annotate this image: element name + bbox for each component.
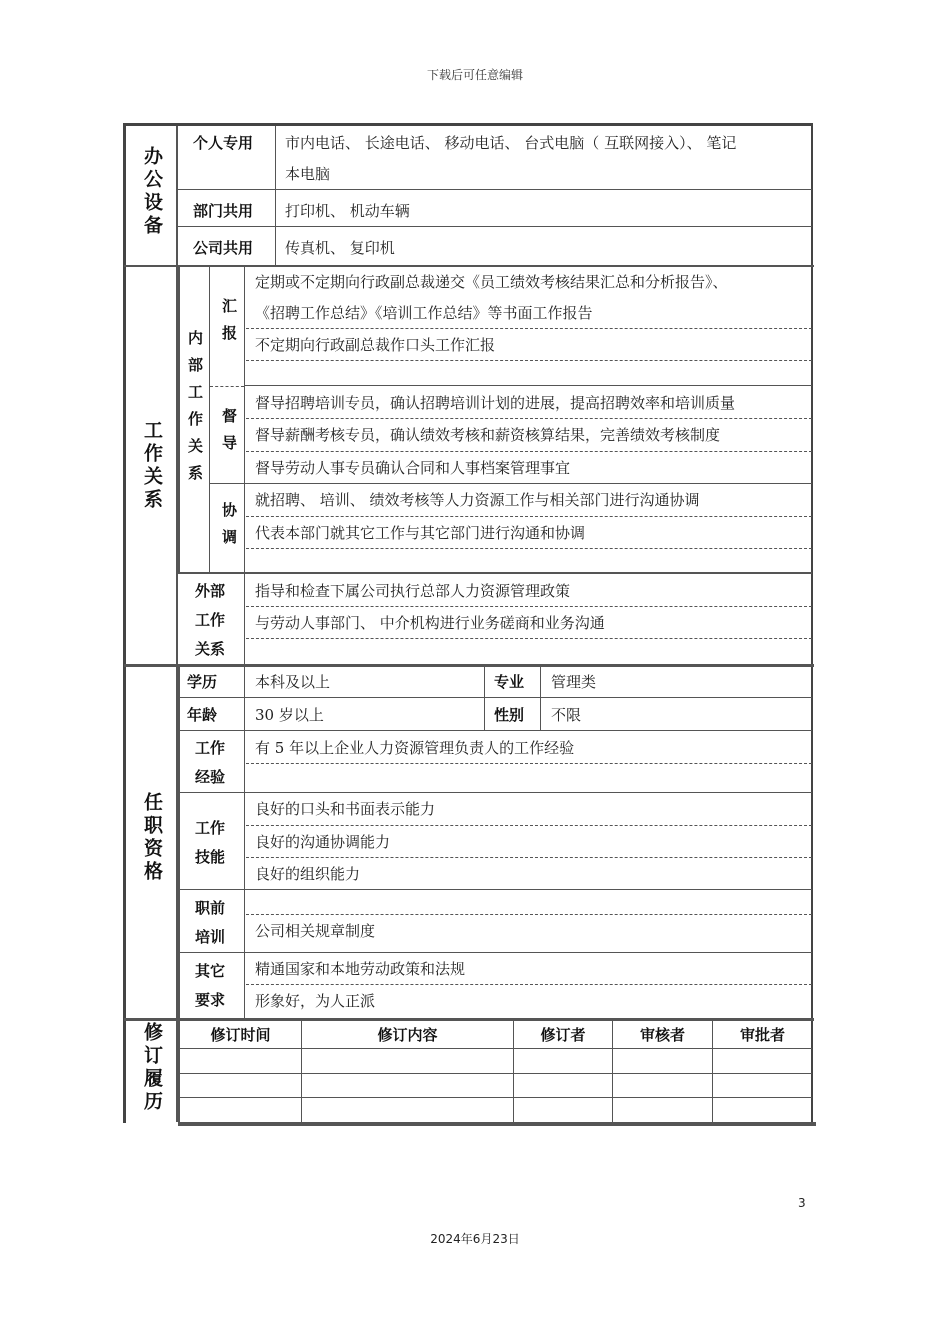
work-label-divider	[244, 267, 245, 664]
dashed-divider	[246, 638, 812, 639]
experience-line1: 有 5 年以上企业人力资源管理负责人的工作经验	[255, 739, 575, 757]
inner-border	[178, 667, 180, 1021]
row-divider	[180, 1048, 812, 1049]
cell-divider	[540, 667, 541, 730]
other-line1: 精通国家和本地劳动政策和法规	[255, 960, 466, 978]
office-label-company: 公司共用	[193, 239, 254, 257]
row-divider	[180, 1073, 812, 1074]
report-line2: 《招聘工作总结》《培训工作总结》等书面工作报告	[255, 304, 593, 322]
section-work-relations: 工作关系	[141, 420, 163, 512]
external-label-1: 外部	[195, 582, 226, 600]
row-divider	[180, 952, 812, 953]
dashed-divider	[246, 825, 812, 826]
row-divider	[180, 730, 812, 731]
section-divider	[124, 265, 814, 267]
office-label-divider	[275, 126, 276, 266]
age-value: 30 岁以上	[255, 706, 324, 724]
row-divider	[178, 189, 812, 190]
coordinate-line2: 代表本部门就其它工作与其它部门进行沟通和协调	[255, 524, 586, 542]
gender-label: 性别	[494, 706, 525, 724]
other-label-2: 要求	[195, 991, 226, 1009]
supervise-line2: 督导薪酬考核专员，确认绩效考核和薪资核算结果，完善绩效考核制度	[255, 426, 721, 444]
dashed-divider	[246, 418, 812, 419]
training-label-1: 职前	[195, 899, 226, 917]
dashed-divider	[246, 914, 812, 915]
training-label-2: 培训	[195, 928, 226, 946]
qual-label-divider	[244, 667, 245, 1021]
gender-value: 不限	[551, 706, 582, 724]
row-divider	[178, 226, 812, 227]
other-line2: 形象好，为人正派	[255, 992, 376, 1010]
supervise-line1: 督导招聘培训专员，确认招聘培训计划的进展，提高招聘效率和培训质量	[255, 394, 736, 412]
row-divider	[245, 385, 812, 386]
row-divider	[180, 697, 812, 698]
office-personal-line2: 本电脑	[285, 165, 331, 183]
external-label-2: 工作	[195, 611, 226, 629]
revision-header-content: 修订内容	[377, 1026, 438, 1044]
row-divider	[180, 792, 812, 793]
dashed-divider	[246, 606, 812, 607]
major-label: 专业	[494, 673, 525, 691]
internal-relations-label: 内部工作关系	[186, 330, 204, 492]
dashed-divider	[246, 984, 812, 985]
supervise-line3: 督导劳动人事专员确认合同和人事档案管理事宜	[255, 459, 571, 477]
office-department-text: 打印机、 机动车辆	[285, 202, 410, 220]
row-divider	[210, 483, 812, 484]
report-line3: 不定期向行政副总裁作口头工作汇报	[255, 336, 496, 354]
section-divider	[124, 1018, 814, 1021]
row-divider	[180, 889, 812, 890]
internal-label-divider	[209, 267, 210, 572]
dashed-divider	[246, 451, 812, 452]
section-qualification: 任职资格	[141, 792, 163, 884]
dashed-divider	[246, 548, 812, 549]
external-line1: 指导和检查下属公司执行总部人力资源管理政策	[255, 582, 571, 600]
experience-label-2: 经验	[195, 768, 226, 786]
page-header: 下载后可任意编辑	[426, 68, 523, 82]
education-label: 学历	[187, 673, 218, 691]
revision-header-reviewer: 审核者	[639, 1026, 685, 1044]
external-line2: 与劳动人事部门、 中介机构进行业务磋商和业务沟通	[255, 614, 605, 632]
education-value: 本科及以上	[255, 673, 331, 691]
other-label-1: 其它	[195, 962, 226, 980]
revision-header-approver: 审批者	[739, 1026, 785, 1044]
section-revision-history: 修订履历	[141, 1022, 163, 1114]
major-value: 管理类	[551, 673, 597, 691]
revision-header-time: 修订时间	[210, 1026, 271, 1044]
section-divider	[124, 664, 814, 667]
experience-label-1: 工作	[195, 739, 226, 757]
coordinate-label: 协调	[220, 502, 238, 556]
training-line1: 公司相关规章制度	[255, 922, 376, 940]
skills-label-2: 技能	[195, 848, 226, 866]
office-label-department: 部门共用	[193, 202, 254, 220]
dashed-divider	[246, 857, 812, 858]
skills-line1: 良好的口头和书面表示能力	[255, 800, 436, 818]
dashed-divider	[246, 763, 812, 764]
dashed-divider	[246, 516, 812, 517]
dashed-divider	[246, 360, 812, 361]
inner-border	[178, 267, 180, 572]
external-label-3: 关系	[195, 640, 226, 658]
section-office-equipment: 办公设备	[141, 146, 163, 238]
dashed-divider	[210, 386, 244, 387]
office-personal-line1: 市内电话、 长途电话、 移动电话、 台式电脑（ 互联网接入）、 笔记	[285, 134, 737, 152]
revision-header-reviser: 修订者	[540, 1026, 586, 1044]
report-line1: 定期或不定期向行政副总裁递交《员工绩效考核结果汇总和分析报告》、	[255, 273, 728, 291]
row-divider	[180, 1097, 812, 1098]
skills-label-1: 工作	[195, 819, 226, 837]
supervise-label: 督导	[220, 408, 238, 462]
report-label: 汇报	[220, 298, 238, 352]
cell-divider	[484, 667, 485, 730]
age-label: 年龄	[187, 706, 218, 724]
footer-date: 2024年6月23日	[430, 1232, 520, 1246]
office-label-personal: 个人专用	[193, 134, 254, 152]
office-company-text: 传真机、 复印机	[285, 239, 395, 257]
skills-line3: 良好的组织能力	[255, 865, 361, 883]
coordinate-line1: 就招聘、 培训、 绩效考核等人力资源工作与相关部门进行沟通协调	[255, 491, 700, 509]
dashed-divider	[246, 328, 812, 329]
row-divider	[178, 572, 812, 574]
skills-line2: 良好的沟通协调能力	[255, 833, 391, 851]
page-number: 3	[798, 1196, 806, 1210]
table-bottom-border	[178, 1122, 816, 1126]
